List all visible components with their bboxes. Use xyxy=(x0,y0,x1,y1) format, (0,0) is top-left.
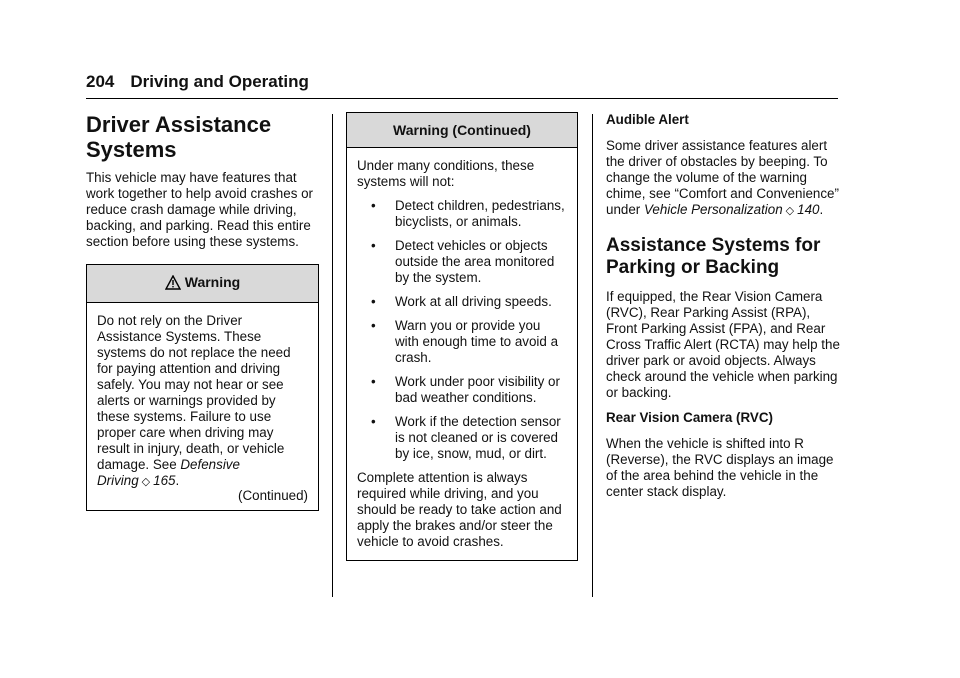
column-2 xyxy=(346,112,578,561)
warning-continued-box xyxy=(346,112,578,561)
list-item xyxy=(357,374,567,406)
warning-title: Warning xyxy=(184,274,241,290)
page-reference-165[interactable]: 165 xyxy=(153,473,176,488)
column-divider xyxy=(592,114,593,597)
warning-text-paragraph: Do not rely on the Driver Assistance Systems. These systems do not replace the need for paying attention and driving safely. You may not hear or see alerts or warnings provided by these systems. Failure to use proper care when driving may result in injury, death, or vehicle damage. See Defensive Driving ◇ 165. xyxy=(97,313,291,488)
warning-text: Do not rely on the Driver Assistance Systems. These systems do not replace the need for paying attention and driving safely. You may not hear or see alerts or warnings provided by these systems. Failure to use proper care when driving may result in injury, death, or vehicle damage. See xyxy=(97,313,291,472)
list-item-text: Warn you or provide you with enough time to avoid a crash. xyxy=(395,318,559,365)
rvc-heading: Rear Vision Camera (RVC) xyxy=(606,410,773,425)
section-title: Driving and Operating xyxy=(130,72,309,91)
list-item-text: Work under poor visibility or bad weather conditions. xyxy=(395,374,560,405)
parking-section-paragraph: If equipped, the Rear Vision Camera (RVC), Rear Parking Assist (RPA), Front Parking Assist (FPA), and Rear Cross Traffic Alert (RCTA) may help the driver park or avoid objects. Always check around the vehicle when parking or backing. xyxy=(606,289,840,400)
warning-continued-body xyxy=(347,148,577,560)
list-item-text: Work if the detection sensor is not cleaned or is covered by ice, snow, mud, or dirt. xyxy=(395,414,561,461)
header-rule xyxy=(86,98,838,99)
warning-triangle-icon xyxy=(165,275,181,293)
audible-alert-heading: Audible Alert xyxy=(606,112,689,127)
driver-assistance-title: Driver Assistance Systems xyxy=(86,112,272,162)
vehicle-personalization-link[interactable]: Vehicle Personalization xyxy=(643,202,783,217)
list-item xyxy=(357,238,567,286)
warning-header xyxy=(87,265,318,303)
bullet: • xyxy=(371,318,376,333)
page-header xyxy=(86,72,838,92)
list-item-text: Work at all driving speeds. xyxy=(395,294,552,309)
audible-alert-text: Some driver assistance features alert the driver of obstacles by beeping. To change the volume of the warning chime, see “Comfort and Convenience” under xyxy=(606,138,839,217)
closing-paragraph: Complete attention is always required while driving, and you should be ready to take action and apply the brakes and/or steer the vehicle to avoid crashes. xyxy=(357,470,562,549)
continued-label: (Continued) xyxy=(238,488,308,503)
bullet: • xyxy=(371,414,376,429)
list-item xyxy=(357,318,567,366)
list-item-text: Detect children, pedestrians, bicyclists, or animals. xyxy=(395,198,565,229)
warning-box xyxy=(86,264,319,511)
bullet: • xyxy=(371,238,376,253)
warning-body xyxy=(87,303,318,510)
audible-alert-paragraph: Some driver assistance features alert the driver of obstacles by beeping. To change the volume of the warning chime, see “Comfort and Convenience” under Vehicle Personalization ◇ 140. xyxy=(606,138,839,217)
list-item xyxy=(357,198,567,230)
column-3 xyxy=(606,112,842,509)
list-item xyxy=(357,294,567,310)
bullet: • xyxy=(371,198,376,213)
conditions-intro: Under many conditions, these systems will not: xyxy=(357,158,535,189)
parking-section-title: Assistance Systems for Parking or Backing xyxy=(606,235,821,278)
bullet: • xyxy=(371,374,376,389)
column-divider xyxy=(332,114,333,597)
list-item-text: Detect vehicles or objects outside the area monitored by the system. xyxy=(395,238,555,285)
page-number: 204 xyxy=(86,72,115,91)
defensive-driving-link[interactable]: Defensive Driving xyxy=(97,457,240,488)
page-reference-icon: ◇ xyxy=(785,205,795,217)
bullet: • xyxy=(371,294,376,309)
rvc-paragraph: When the vehicle is shifted into R (Reverse), the RVC displays an image of the area behind the vehicle in the center stack display. xyxy=(606,436,834,499)
intro-paragraph: This vehicle may have features that work together to help avoid crashes or reduce crash damage while driving, backing, and parking. Read this entire section before using these systems. xyxy=(86,170,314,249)
page-reference-icon: ◇ xyxy=(141,476,151,488)
page-reference-140[interactable]: 140 xyxy=(797,202,820,217)
conditions-list xyxy=(357,198,567,462)
warning-continued-header: Warning (Continued) xyxy=(347,113,577,148)
list-item xyxy=(357,414,567,462)
column-1 xyxy=(86,112,319,511)
